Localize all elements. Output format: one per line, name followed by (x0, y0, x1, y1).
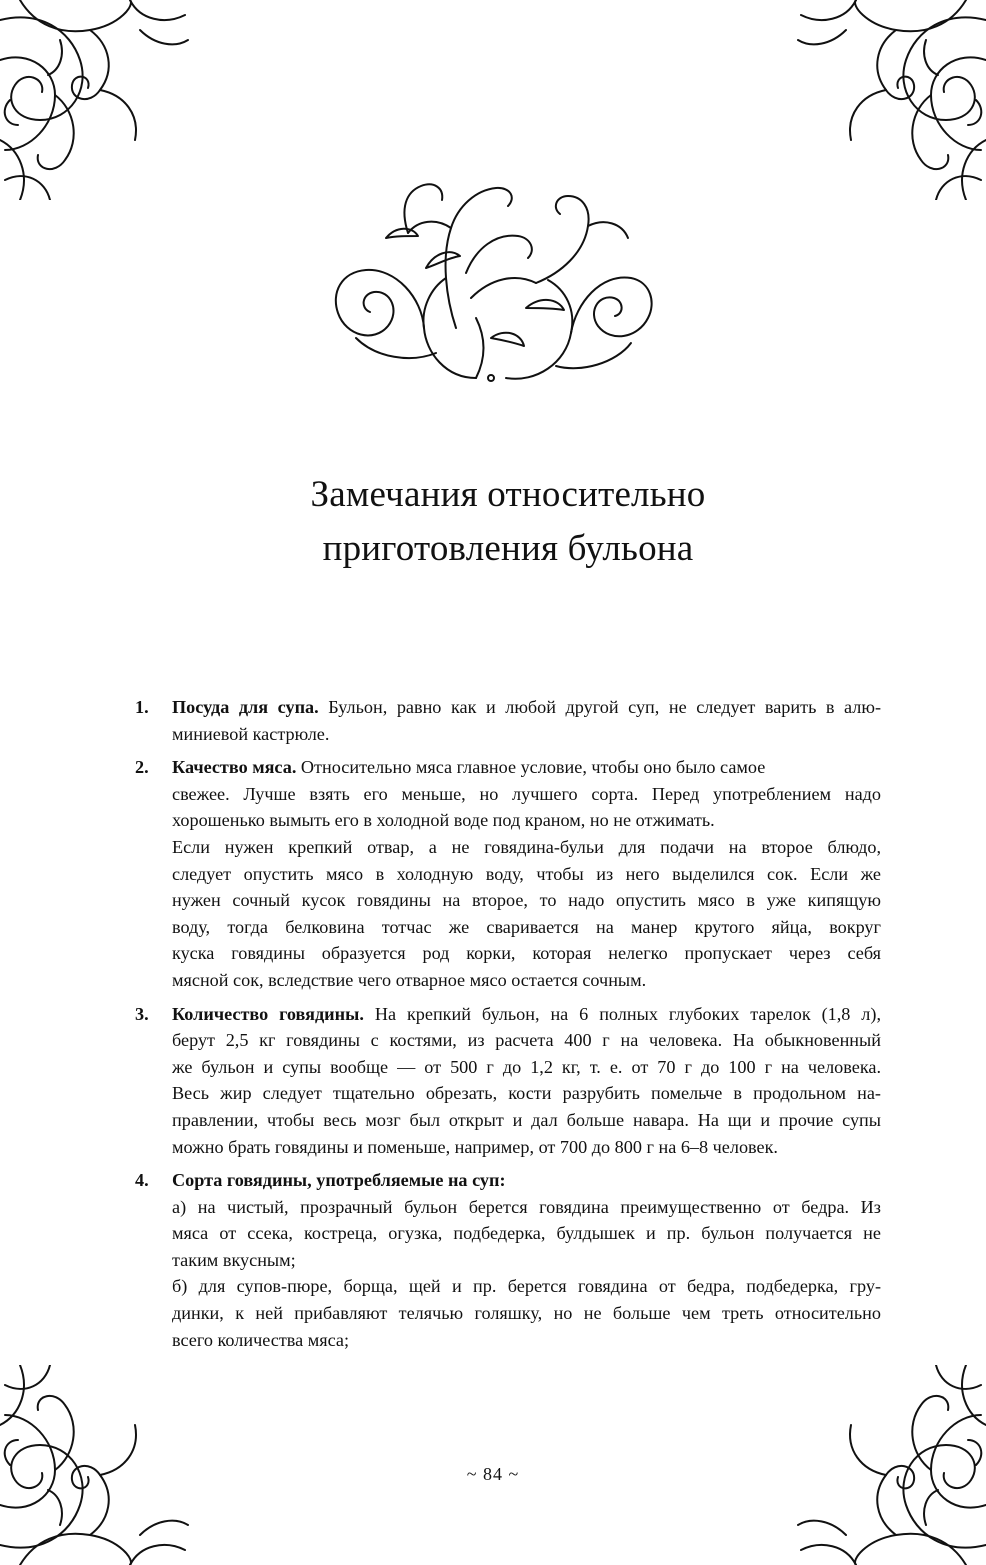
item-lead: Посуда для супа. (172, 697, 319, 717)
item-line: Весь жир следует тщательно обрезать, кости разрубить помельче в продольном на- (172, 1083, 881, 1104)
item-line: мясной сок, вследствие чего отварное мясо остается сочным. (172, 969, 647, 990)
item-line: хорошенько вымыть его в холодной воде под краном, но не отжимать. (172, 810, 715, 831)
chapter-title-line-2: приготовления бульона (322, 528, 694, 569)
item-line: динки, к ней прибавляют телячью голяшку, но не больше чем треть относительно (172, 1303, 881, 1324)
list-item (135, 1001, 881, 1161)
item-line: свежее. Лучше взять его меньше, но лучшего сорта. Перед употреблением надо (172, 783, 881, 804)
item-line (172, 1167, 881, 1194)
item-lead: Качество мяса. (172, 757, 297, 778)
item-lead: Количество говядины. (172, 1003, 364, 1024)
item-line: всего количества мяса; (172, 1329, 350, 1350)
item-line: воду, тогда белковина тотчас же сваривается на манер крутого яйца, вокруг (172, 916, 881, 937)
list-item (135, 694, 881, 747)
item-line: мяса от ссека, костреца, огузка, подбедерка, булдышек и пр. бульон получается не (172, 1223, 881, 1244)
list-item (135, 754, 881, 993)
item-line (172, 1001, 881, 1028)
item-line: правлении, чтобы весь мозг был открыт и дал больше навара. На щи и прочие супы (172, 1109, 881, 1130)
item-lead: Сорта говядины, употребляемые на суп: (172, 1170, 506, 1191)
chapter-title (150, 468, 866, 576)
item-line: нужен сочный кусок говядины на второе, то надо опустить мясо в уже кипящую (172, 890, 881, 911)
page-number: ~ 84 ~ (466, 1464, 520, 1484)
item-line: берут 2,5 кг говядины с костями, из расчета 400 г на человека. На обыкновенный (172, 1030, 881, 1051)
item-text: На крепкий бульон, на 6 полных глубоких тарелок (1,8 л), (374, 1003, 881, 1024)
item-number: 3. (135, 1003, 149, 1024)
item-line (172, 754, 881, 781)
corner-ornament-top-left (0, 0, 190, 200)
corner-ornament-top-right (796, 0, 986, 200)
item-line: можно брать говядины и поменьше, например, от 700 до 800 г на 6–8 человек. (172, 1136, 778, 1157)
floral-ornament (326, 178, 660, 390)
item-line: Если нужен крепкий отвар, а не говядина-бульи для подачи на второе блюдо, (172, 836, 881, 857)
item-line: же бульон и супы вообще — от 500 г до 1,2 кг, т. е. от 70 г до 100 г на человека. (172, 1056, 881, 1077)
item-line: миниевой кастрюле. (172, 723, 330, 744)
item-number: 1. (135, 697, 149, 717)
item-number: 4. (135, 1170, 149, 1191)
item-line: б) для супов-пюре, борща, щей и пр. берется говядина от бедра, подбедерка, гру- (172, 1276, 881, 1297)
item-text: Бульон, равно как и любой другой суп, не следует варить в алю- (328, 697, 881, 717)
notes-list (135, 694, 881, 1360)
item-text: Относительно мяса главное условие, чтобы оно было самое (300, 757, 766, 778)
item-number: 2. (135, 757, 149, 778)
chapter-title-line-1: Замечания относительно (310, 474, 706, 515)
item-line: а) на чистый, прозрачный бульон берется говядина преимущественно от бедра. Из (172, 1196, 881, 1217)
item-line: следует опустить мясо в холодную воду, чтобы из него выделился сок. Если же (172, 863, 881, 884)
item-line: таким вкусным; (172, 1249, 296, 1270)
item-line: куска говядины образуется род корки, которая нелегко пропускает через себя (172, 943, 881, 964)
list-item (135, 1167, 881, 1353)
item-line (172, 694, 881, 721)
